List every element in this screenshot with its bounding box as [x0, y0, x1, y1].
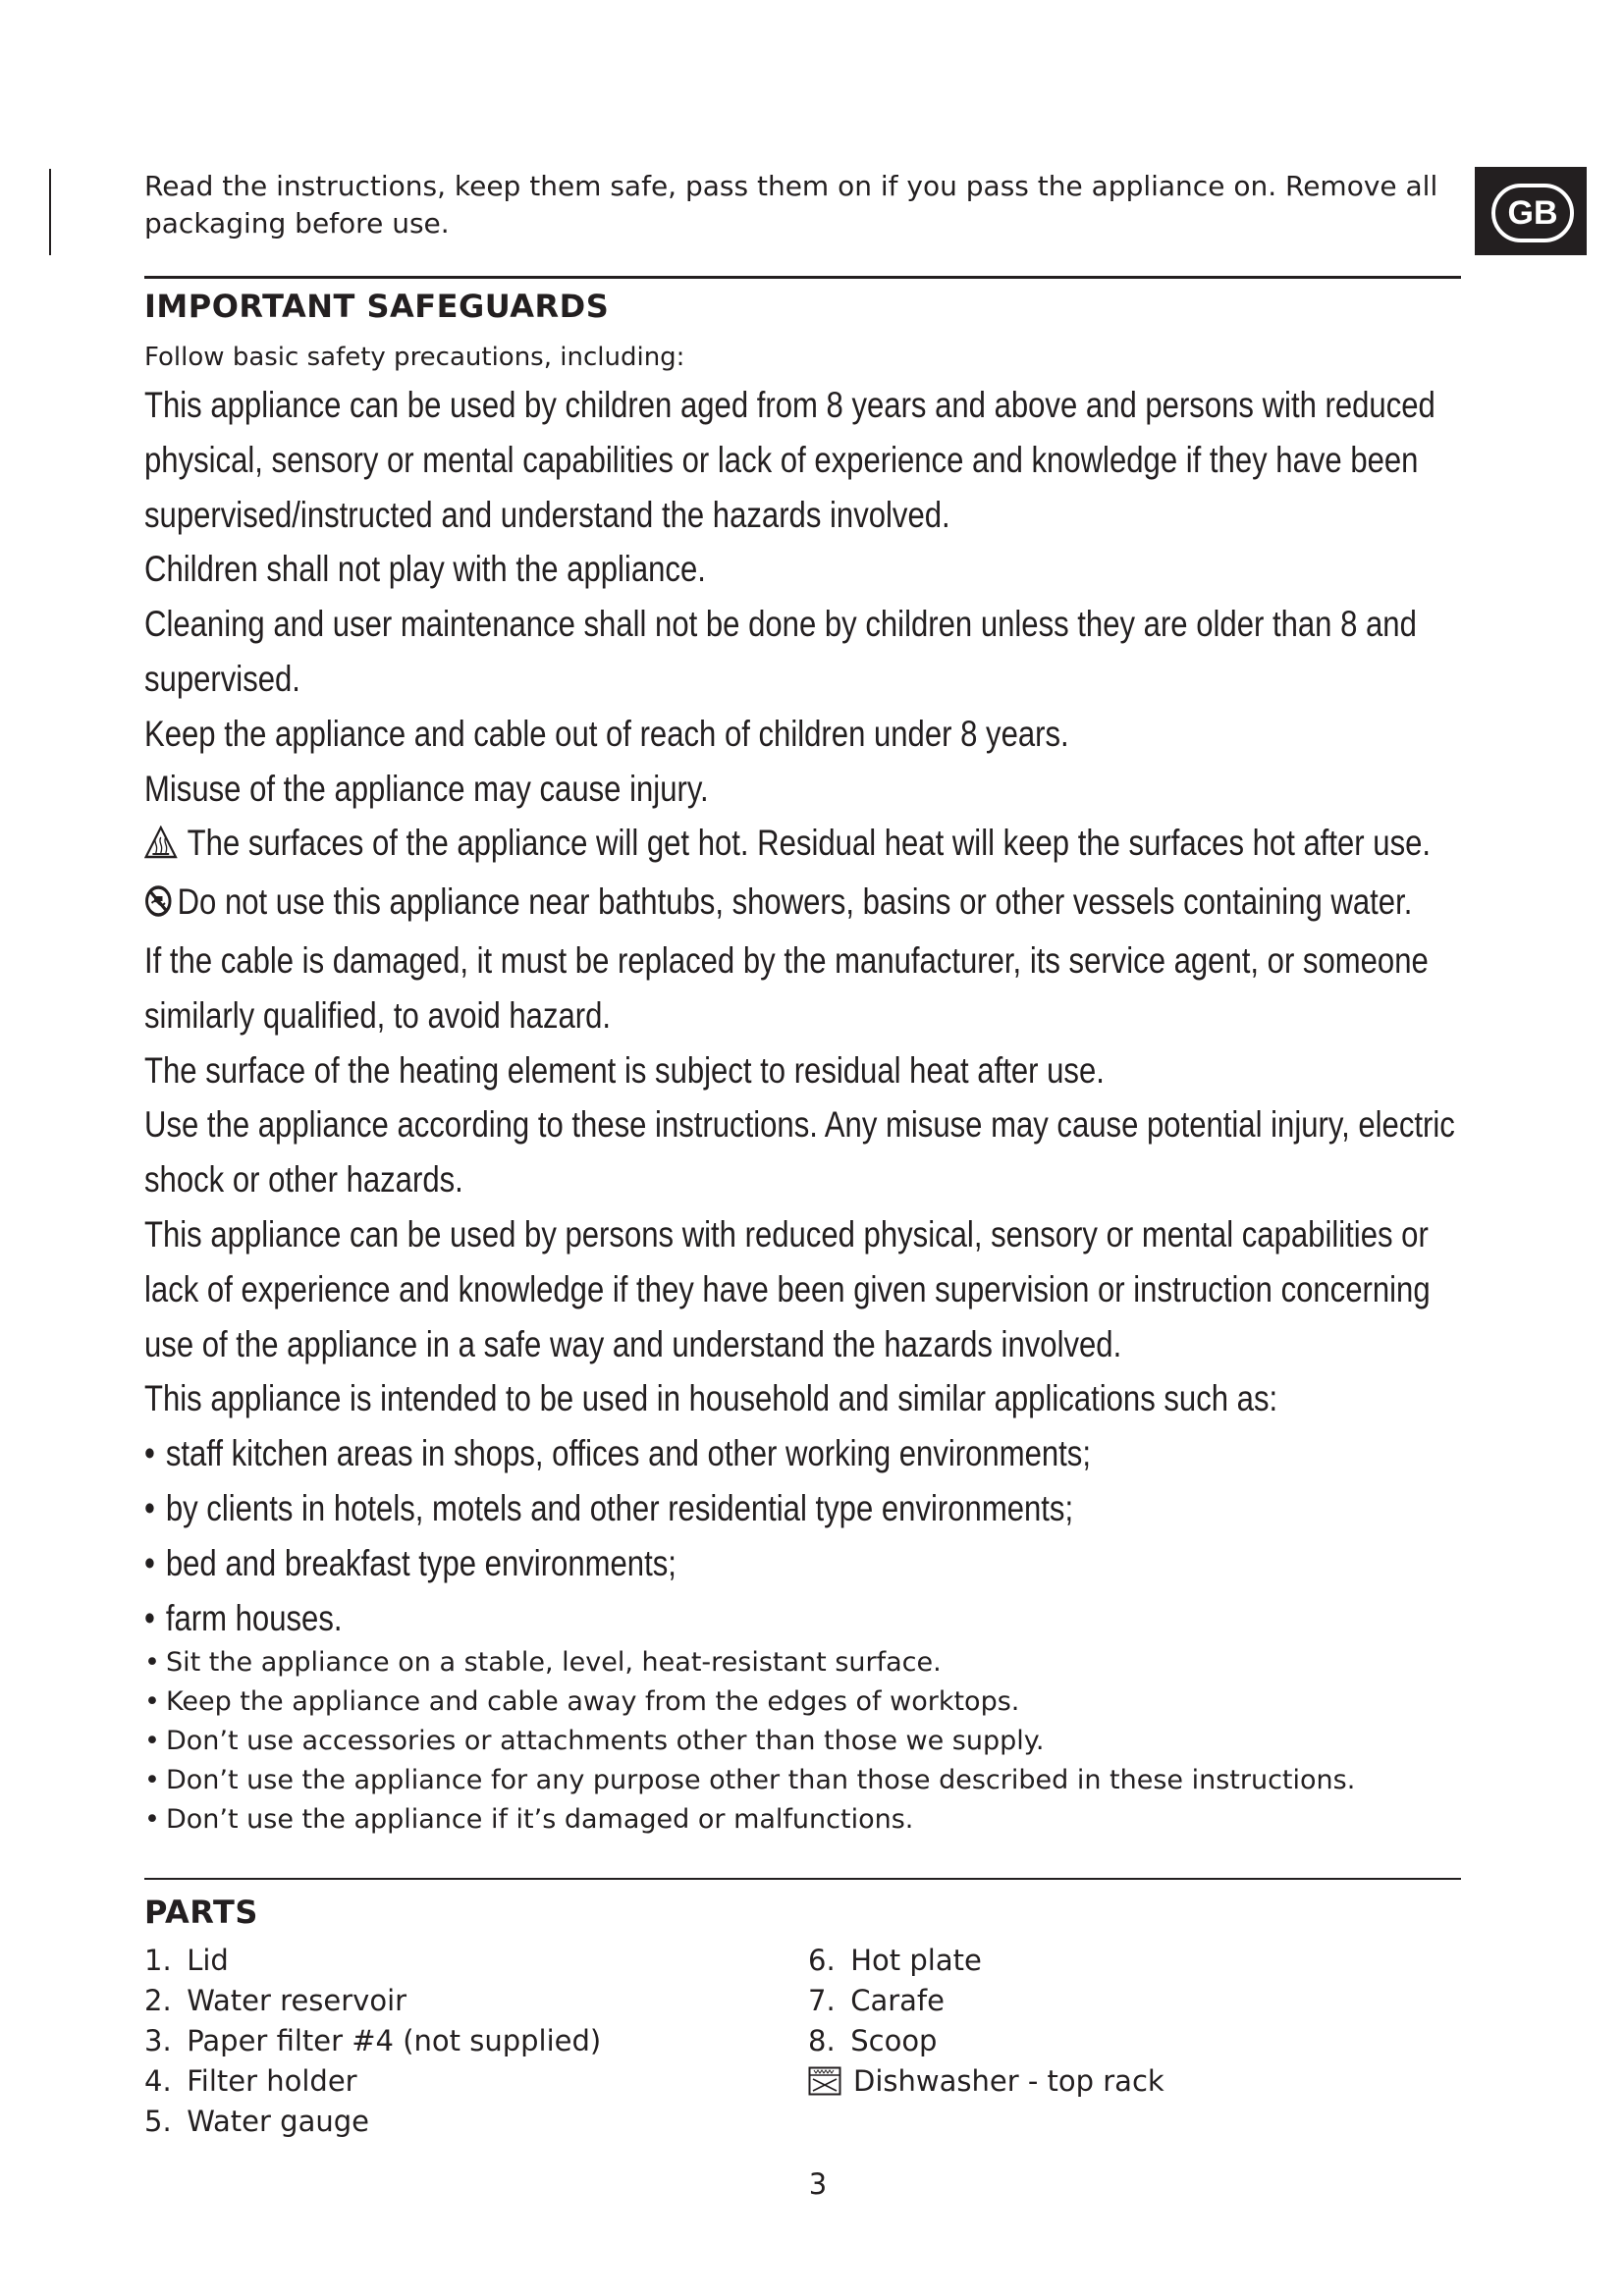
parts-list-right [808, 1941, 1164, 2102]
part-item [144, 1981, 601, 2021]
part-label: Carafe [850, 1984, 945, 2017]
divider [144, 276, 1461, 279]
list-item: • Don’t use the appliance if it’s damaged or malfunctions. [144, 1800, 1355, 1840]
safeguards-lead: Follow basic safety precautions, including: [144, 343, 685, 372]
part-number: 8. [808, 2024, 836, 2057]
safeguard-paragraph: Cleaning and user maintenance shall not be done by children unless they are older than 8 and supervised. [144, 604, 1417, 699]
part-label: Lid [187, 1944, 229, 1977]
part-label: Filter holder [187, 2064, 357, 2098]
part-item [144, 2061, 601, 2102]
part-number: 3. [144, 2024, 172, 2057]
applications-list [144, 1426, 1254, 1645]
list-item: • Keep the appliance and cable away from the edges of worktops. [144, 1682, 1355, 1722]
safeguard-paragraph: Keep the appliance and cable out of reach of children under 8 years. [144, 713, 1069, 754]
list-item: • Sit the appliance on a stable, level, heat-resistant surface. [144, 1643, 1355, 1682]
hot-surface-warning-icon [144, 820, 178, 875]
part-number: 5. [144, 2105, 172, 2138]
list-item: • bed and breakfast type environments; [144, 1536, 1486, 1591]
safeguard-paragraph: This appliance can be used by children aged from 8 years and above and persons with reduced physical, sensory or mental capabilities or lack of experience and knowledge if they have been supervised/instructed and understand the hazards involved. [144, 385, 1435, 535]
part-number: 6. [808, 1944, 836, 1977]
safeguard-hot-surface [144, 816, 1464, 875]
part-item [144, 2021, 601, 2061]
usage-points-list [144, 1643, 1355, 1840]
list-item: • Don’t use the appliance for any purpose other than those described in these instructions. [144, 1761, 1355, 1800]
safeguards-body [144, 378, 1455, 1645]
parts-heading: PARTS [144, 1894, 258, 1931]
intro-text: Read the instructions, keep them safe, pass them on if you pass the appliance on. Remove all packaging before use. [144, 170, 1438, 240]
part-label: Scoop [850, 2024, 938, 2057]
safeguard-paragraph: Do not use this appliance near bathtubs, showers, basins or other vessels containing water. [177, 881, 1413, 923]
part-number: 7. [808, 1984, 836, 2017]
part-number: 4. [144, 2064, 172, 2098]
divider [144, 1878, 1461, 1880]
safeguard-paragraph: This appliance can be used by persons with reduced physical, sensory or mental capabilities or lack of experience and knowledge if they have been given supervision or instruction concerning use of the appliance in a safe way and understand the hazards involved. [144, 1213, 1431, 1364]
safeguards-heading: IMPORTANT SAFEGUARDS [144, 288, 610, 325]
dishwasher-note-label: Dishwasher - top rack [853, 2064, 1164, 2098]
margin-mark [49, 169, 51, 255]
part-item [144, 2102, 601, 2142]
dishwasher-note [808, 2061, 1164, 2102]
part-item [808, 1941, 1164, 1981]
list-item: • Don’t use accessories or attachments other than those we supply. [144, 1722, 1355, 1761]
part-item [144, 1941, 601, 1981]
safeguard-paragraph: This appliance is intended to be used in household and similar applications such as: [144, 1378, 1278, 1419]
safeguard-paragraph: If the cable is damaged, it must be replaced by the manufacturer, its service agent, or someone similarly qualified, to avoid hazard. [144, 939, 1429, 1036]
safeguard-paragraph: Use the appliance according to these instructions. Any misuse may cause potential injury, electric shock or other hazards. [144, 1104, 1455, 1201]
part-item [808, 1981, 1164, 2021]
part-label: Paper filter #4 (not supplied) [187, 2024, 602, 2057]
part-label: Water reservoir [187, 1984, 407, 2017]
safeguard-paragraph: Children shall not play with the appliance. [144, 549, 706, 590]
safeguard-no-water [144, 875, 1464, 934]
language-badge-label: GB [1491, 184, 1574, 242]
list-item: • farm houses. [144, 1591, 1486, 1646]
part-number: 1. [144, 1944, 172, 1977]
page-number: 3 [808, 2167, 828, 2201]
dishwasher-icon [808, 2066, 841, 2096]
list-item: • by clients in hotels, motels and other residential type environments; [144, 1481, 1486, 1536]
safeguard-paragraph: Misuse of the appliance may cause injury. [144, 768, 709, 809]
parts-list-left [144, 1941, 601, 2142]
part-label: Hot plate [850, 1944, 982, 1977]
list-item: • staff kitchen areas in shops, offices and other working environments; [144, 1426, 1486, 1481]
part-number: 2. [144, 1984, 172, 2017]
no-water-icon [144, 879, 173, 934]
language-badge [1475, 167, 1587, 255]
safeguard-paragraph: The surfaces of the appliance will get hot. Residual heat will keep the surfaces hot after use. [187, 823, 1432, 864]
part-item [808, 2021, 1164, 2061]
safeguard-paragraph: The surface of the heating element is subject to residual heat after use. [144, 1049, 1105, 1091]
part-label: Water gauge [187, 2105, 369, 2138]
